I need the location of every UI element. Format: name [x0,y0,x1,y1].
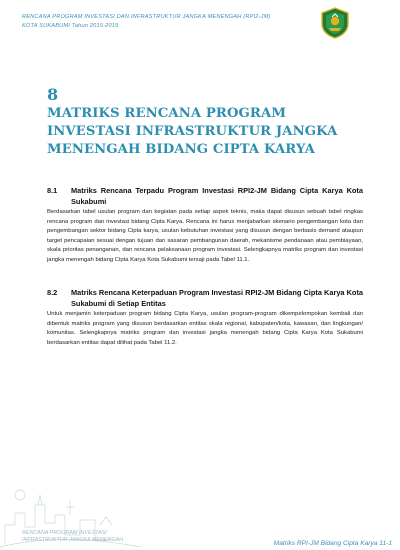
watermark-text [22,530,123,544]
section-title: Matriks Rencana Keterpaduan Program Investasi RPI2-JM Bidang Cipta Karya Kota Sukabumi di Setiap Entitas [71,288,364,308]
section-heading [47,287,363,309]
page-footer: Matriks RPI-JM Bidang Cipta Karya 11-1 [273,540,392,547]
running-header [22,13,322,31]
chapter-title-line: INVESTASI INFRASTRUKTUR JANGKA [47,124,338,139]
chapter-title [47,105,347,159]
city-emblem-icon [318,6,352,40]
section-heading [47,185,363,207]
section-8-2 [47,287,363,348]
section-title: Matriks Rencana Terpadu Program Investasi RPI2-JM Bidang Cipta Karya Kota Sukabumi [71,186,363,206]
header-title: RENCANA PROGRAM INVESTASI DAN INFRASTRUKTUR JANGKA MENENGAH (RPI2-JM) [22,14,271,20]
section-paragraph: Berdasarkan tabel usulan program dan kegiatan pada setiap aspek teknis, maka dapat disusun sebuah tabel ringkas rencana program dan investasi bidang Cipta Karya. Rencana ini harus menjabarkan skenario pengembangan kota dan pengembangan sektor bidang Cipta karya, usulan kebutuhan investasi yang disusun dengan berbasis demand ataupun target pencapaian sesuai dengan tujuan dan sasaran pembangunan daerah, mekanisme pendanaan atau pembiayaan, skala prioritas penanganan, dan rencana pelaksanaan program investasi. Selengkapnya matriks program dan investasi jangka menengah bidang Cipta Karya Kota Sukabumi tersaji pada Tabel 11.1. [47,209,363,263]
section-number: 8.1 [47,186,58,195]
section-paragraph: Untuk menjamin keterpaduan program bidang Cipta Karya, usulan program-program dikempelompokan kembali dan dibentuk matriks program yang disusun berdasarkan entitas skala regional, kabupaten/kota, kawasan, dan lingkungan/ komunitas. Selengkapnya matriks program dan investasi jangka menengah bidang Cipta Karya Kota Sukabumi berdasarkan entitas dapat dilihat pada Tabel 11.2. [47,311,363,346]
header-subtitle: KOTA SUKABUMI Tahun 2015-2019 [22,23,119,29]
watermark-line: RENCANA PROGRAM INVESTASI [22,530,107,536]
chapter-title-line: MATRIKS RENCANA PROGRAM [47,106,287,121]
section-number: 8.2 [47,288,58,297]
chapter-number: 8 [47,85,59,104]
watermark-line: INFRASTRUKTUR JANGKA MENENGAH [22,537,124,543]
chapter-title-line: MENENGAH BIDANG CIPTA KARYA [47,142,315,157]
section-8-1 [47,185,363,266]
